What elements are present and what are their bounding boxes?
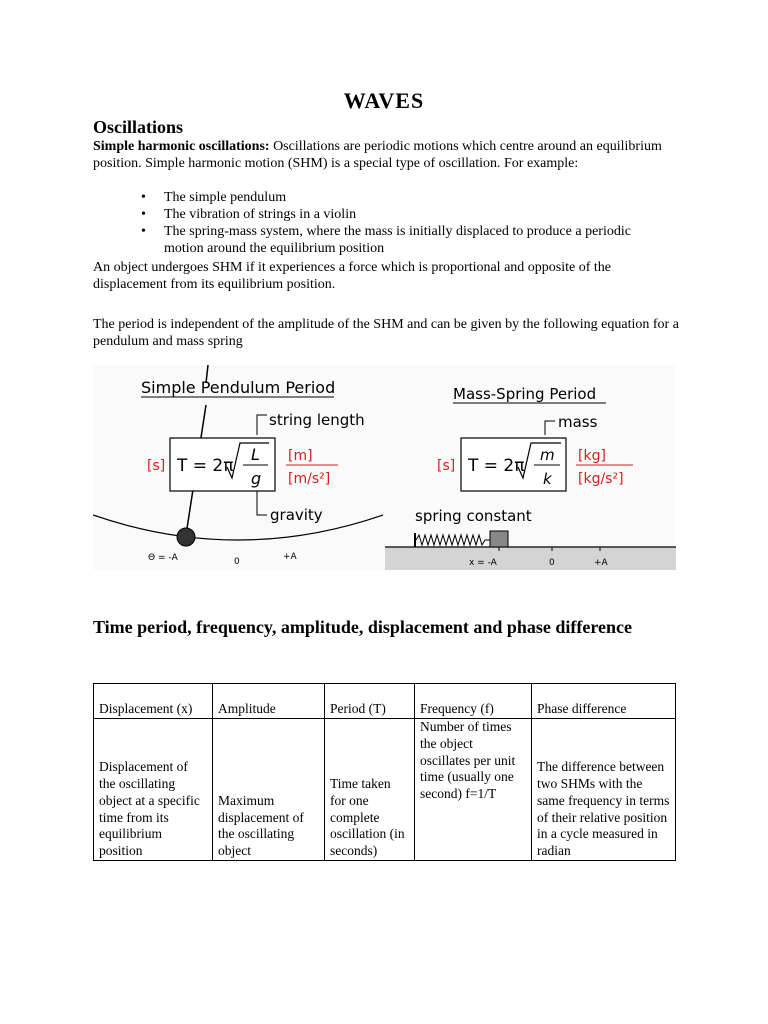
spring-title: Mass-Spring Period — [453, 385, 597, 403]
page-title: WAVES — [343, 88, 425, 113]
pendulum-unit-denominator: [m/s²] — [288, 471, 331, 487]
pendulum-numerator: L — [251, 445, 260, 464]
spring-axis-neg: x = -A — [469, 558, 497, 568]
spring-formula: T = 2π — [468, 456, 525, 476]
section-heading: Time period, frequency, amplitude, displacement and phase difference — [93, 617, 633, 637]
bullet-icon: • — [141, 190, 146, 205]
pendulum-bob — [177, 528, 195, 546]
gravity-label: gravity — [270, 506, 323, 524]
table-cell: Time taken for one complete oscillation (in seconds) — [325, 719, 415, 861]
pendulum-unit-seconds: [s] — [147, 458, 166, 474]
header-cell: Displacement (x) — [94, 684, 213, 719]
pendulum-formula: T = 2π — [177, 456, 234, 476]
list-item: • The vibration of strings in a violin — [141, 207, 357, 222]
spring-unit-denominator: [kg/s²] — [578, 471, 624, 487]
examples-list — [93, 189, 653, 257]
shm-condition: An object undergoes SHM if it experiences a force which is proportional and opposite of the displacement from its equilibrium position. — [93, 260, 611, 292]
header-cell: Frequency (f) — [415, 684, 532, 719]
table-cell: Number of times the object oscillates per unit time (usually one second) f=1/T — [415, 719, 532, 861]
table-header-row — [94, 684, 676, 719]
spring-axis-zero: 0 — [549, 558, 555, 568]
spring-numerator: m — [540, 446, 555, 464]
bullet-icon: • — [141, 207, 146, 222]
table-cell: Maximum displacement of the oscillating object — [213, 719, 325, 861]
floor — [385, 547, 676, 570]
header-cell: Amplitude — [213, 684, 325, 719]
mass-label: mass — [558, 413, 598, 431]
spring-axis-pos: +A — [594, 558, 608, 568]
pendulum-axis-neg: Θ = -A — [148, 553, 178, 563]
table-cell: The difference between two SHMs with the same frequency in terms of their relative position in a cycle measured in radian — [532, 719, 676, 861]
shm-definition — [93, 138, 683, 172]
definitions-table — [93, 683, 676, 861]
period-formulas-figure — [93, 365, 676, 570]
spring-denominator: k — [543, 470, 552, 488]
shm-text: Oscillations are periodic motions which centre around an equilibrium position. Simple harmonic motion (SHM) is a special type of oscillation. For example: — [93, 139, 662, 171]
table-row — [94, 719, 676, 861]
spring-unit-numerator: [kg] — [578, 448, 606, 464]
string-length-label: string length — [269, 411, 365, 429]
table-cell: Displacement of the oscillating object at a specific time from its equilibrium position — [94, 719, 213, 861]
pendulum-unit-numerator: [m] — [288, 448, 313, 464]
list-item: • The simple pendulum — [141, 190, 287, 205]
pendulum-denominator: g — [251, 469, 262, 488]
spring-unit-seconds: [s] — [437, 458, 456, 474]
bullet-icon: • — [141, 224, 146, 239]
period-intro: The period is independent of the amplitude of the SHM and can be given by the following equation for a pendulum and mass spring — [93, 317, 679, 349]
pendulum-axis-pos: +A — [283, 552, 297, 562]
pendulum-axis-zero: 0 — [234, 557, 240, 567]
shm-term: Simple harmonic oscillations: — [93, 139, 270, 154]
mass-block — [490, 531, 508, 547]
spring-constant-label: spring constant — [415, 507, 532, 525]
list-item: • The spring-mass system, where the mass is initially displaced to produce a periodic motion around the equilibrium position — [141, 224, 631, 256]
pendulum-title: Simple Pendulum Period — [141, 378, 336, 397]
header-cell: Phase difference — [532, 684, 676, 719]
oscillations-heading: Oscillations — [93, 117, 184, 137]
header-cell: Period (T) — [325, 684, 415, 719]
